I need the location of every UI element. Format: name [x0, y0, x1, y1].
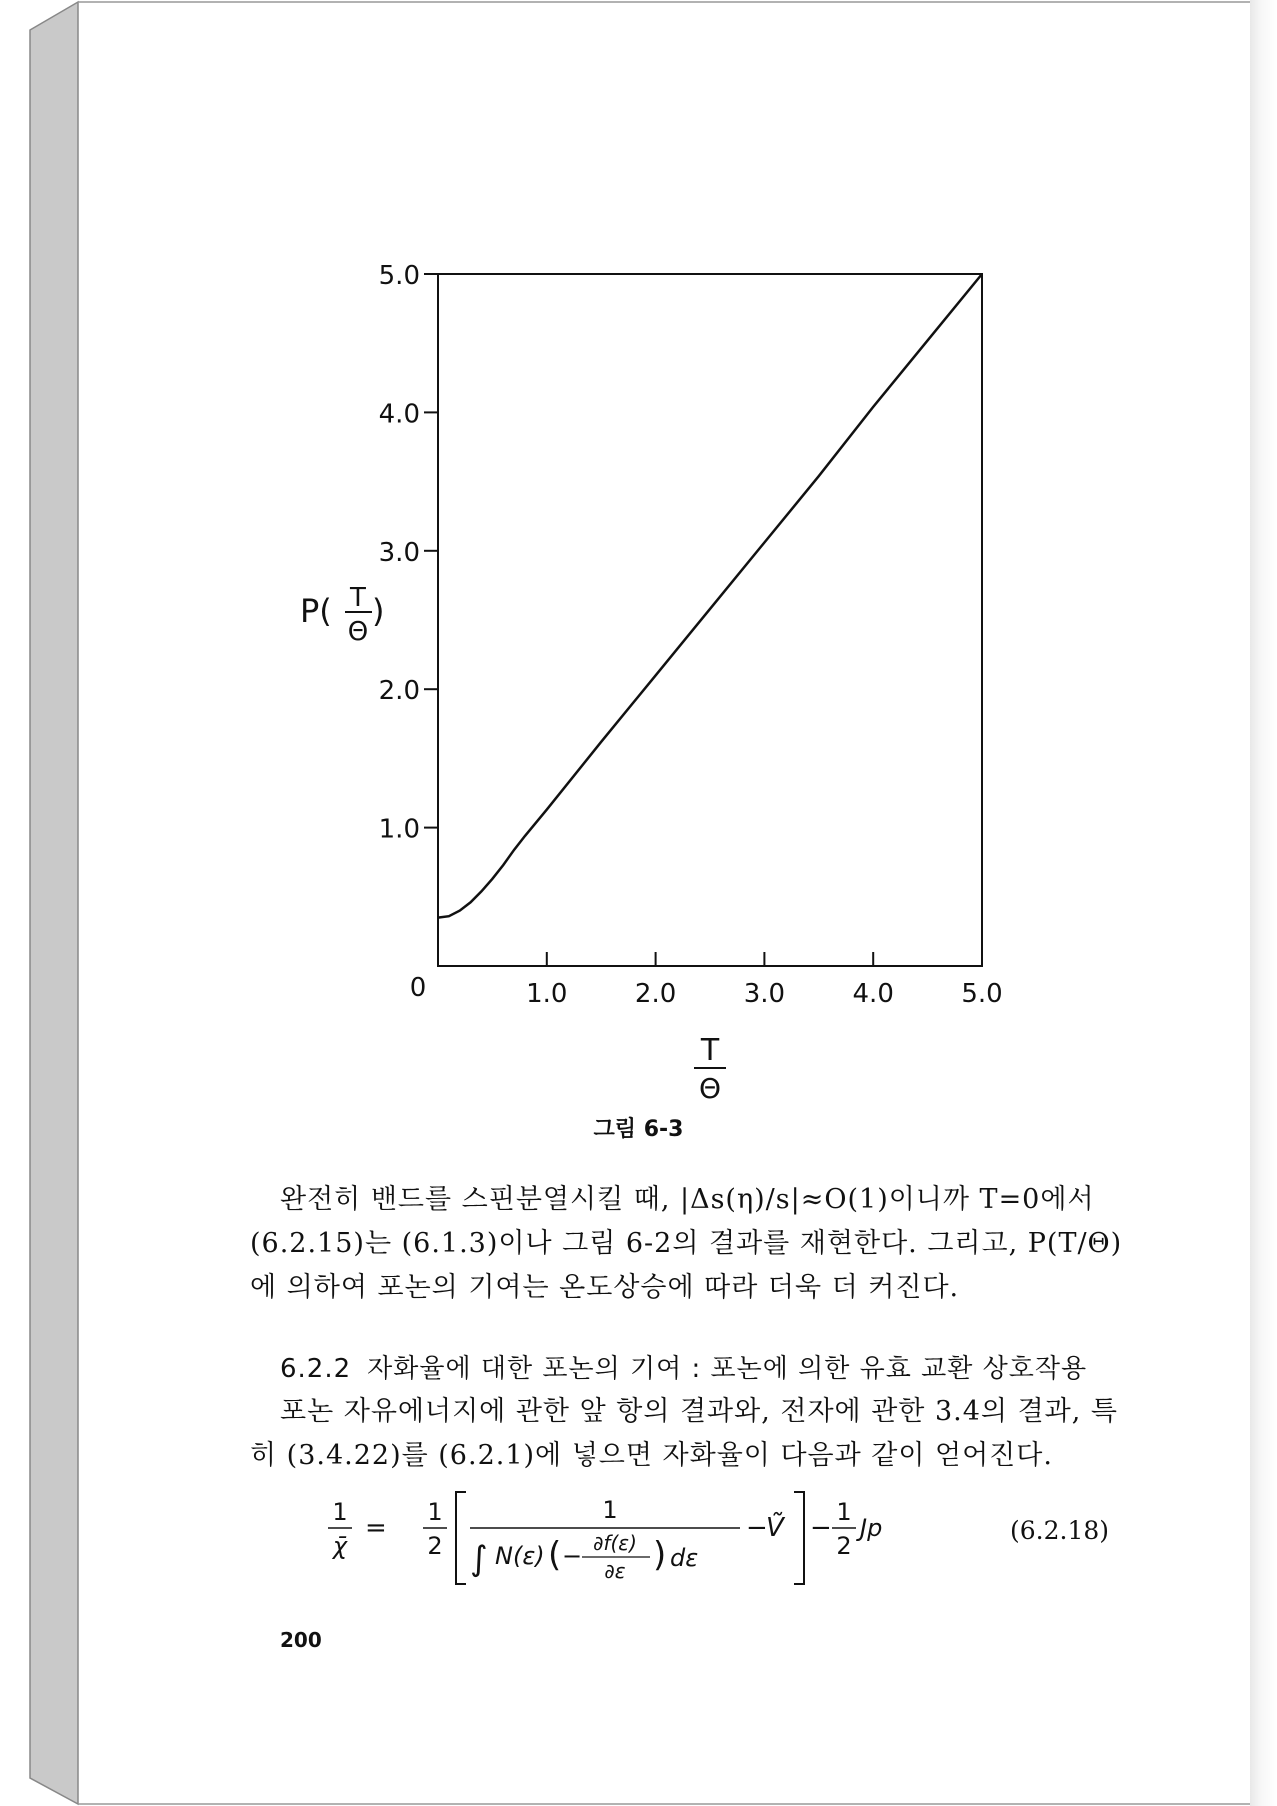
eq-close-paren: ) [653, 1535, 667, 1575]
eq-left-bracket [456, 1492, 466, 1584]
y-label-func: P( [300, 592, 332, 630]
section-number: 6.2.2 [280, 1354, 352, 1384]
y-tick-label-3: 3.0 [378, 537, 420, 568]
eq-minus-inner: − [562, 1542, 583, 1570]
paragraph-1-line-1: 완전히 밴드를 스핀분열시킬 때, |Δs(η)/s|≈O(1)이니까 T=0에서 [280, 1184, 1095, 1215]
x-ticks [526, 952, 1003, 1009]
y-tick-label-2: 2.0 [378, 676, 420, 707]
y-ticks [379, 261, 438, 845]
section-heading [280, 1348, 1150, 1385]
x-tick-label-3: 3.0 [743, 979, 786, 1009]
y-label-numerator: T [350, 583, 366, 613]
eq-lhs-denominator: χ̄ [332, 1532, 348, 1560]
eq-half-denominator: 2 [427, 1532, 443, 1560]
x-tick-label-2: 2.0 [634, 979, 677, 1009]
y-label-close: ) [372, 592, 385, 630]
eq-integral: ∫ [470, 1539, 488, 1579]
x-axis-label [694, 1033, 726, 1105]
figure-caption: 그림 6-3 [593, 1117, 684, 1142]
eq-Jp: Jp [860, 1514, 883, 1542]
eq-j-half-denominator: 2 [836, 1532, 852, 1560]
x-tick-label-5: 5.0 [961, 979, 1003, 1009]
paragraph-2 [250, 1390, 1140, 1478]
equation-number: (6.2.18) [1010, 1516, 1110, 1545]
eq-half-numerator: 1 [427, 1498, 443, 1526]
series-line-p [438, 274, 982, 918]
paragraph-1 [250, 1178, 1140, 1310]
eq-partial-denominator: ∂ε [604, 1559, 626, 1583]
origin-label: 0 [409, 973, 427, 1003]
eq-open-paren: ( [548, 1535, 562, 1575]
y-axis-label [300, 583, 384, 647]
eq-V-tilde: Ṽ [766, 1513, 784, 1543]
page-number: 200 [280, 1628, 322, 1652]
paragraph-2-line-2: 히 (3.4.22)를 (6.2.1)에 넣으면 자화율이 다음과 같이 얻어진다. [250, 1440, 1053, 1471]
y-tick-label-5: 5.0 [378, 261, 420, 291]
eq-d-eps: dε [670, 1544, 699, 1572]
x-label-numerator: T [700, 1033, 720, 1068]
eq-right-bracket [794, 1492, 804, 1584]
eq-minus-j: − [810, 1513, 832, 1543]
x-tick-label-4: 4.0 [852, 979, 894, 1009]
eq-N-eps: N(ε) [495, 1542, 545, 1570]
eq-minus-v: − [746, 1513, 768, 1543]
equation-6-2-18 [320, 1490, 1150, 1600]
eq-equals: = [365, 1513, 387, 1543]
y-label-denominator: Θ [347, 617, 369, 647]
y-tick-label-4: 4.0 [378, 399, 420, 430]
paragraph-2-line-1: 포논 자유에너지에 관한 앞 항의 결과와, 전자에 관한 3.4의 결과, 특 [280, 1396, 1118, 1427]
plot-frame [438, 274, 982, 966]
eq-j-half-numerator: 1 [836, 1498, 852, 1526]
eq-lhs-numerator: 1 [332, 1498, 348, 1526]
x-label-denominator: Θ [698, 1072, 722, 1105]
y-tick-label-1: 1.0 [378, 814, 420, 845]
x-tick-label-1: 1.0 [526, 979, 568, 1009]
section-title: 자화율에 대한 포논의 기여 : 포논에 의한 유효 교환 상호작용 [367, 1354, 1088, 1384]
eq-partial-numerator: ∂f(ε) [593, 1531, 637, 1555]
paragraph-1-line-3: 에 의하여 포논의 기여는 온도상승에 따라 더욱 더 커진다. [250, 1272, 960, 1303]
paragraph-1-line-2: (6.2.15)는 (6.1.3)이나 그림 6-2의 결과를 재현한다. 그리고, P(T/Θ) [250, 1228, 1123, 1259]
eq-inner-numerator: 1 [602, 1496, 618, 1524]
